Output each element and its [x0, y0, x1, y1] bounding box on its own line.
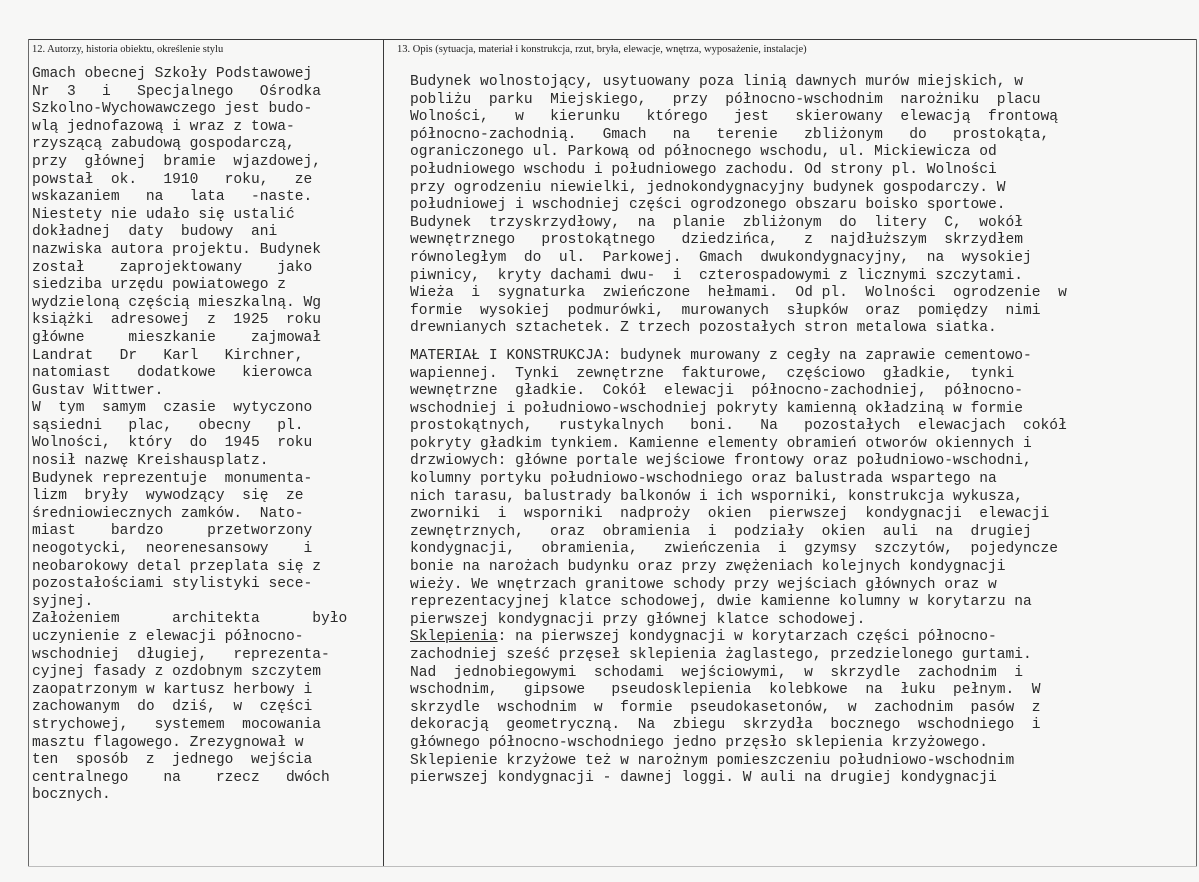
history-text-line: Założeniem architekta było	[32, 611, 348, 628]
description-text-line: południowej i wschodniej części ogrodzonego obszaru boisko sportowe.	[410, 197, 1006, 214]
history-text-line: miast bardzo przetworzony	[32, 523, 313, 540]
description-text-line: wewnętrzne gładkie. Cokół elewacji północno-zachodniej, północno-	[410, 383, 1024, 400]
history-text-line: Landrat Dr Karl Kirchner,	[32, 347, 304, 364]
description-text-line: północno-zachodnią. Gmach na terenie zbliżonym do prostokąta,	[410, 126, 1050, 143]
description-text-line: wapiennej. Tynki zewnętrzne fakturowe, częściowo gładkie, tynki	[410, 365, 1015, 382]
description-text-line: głównego północno-wschodniego jedno przęsło sklepienia krzyżowego.	[410, 734, 989, 751]
history-text-line: neobarokowy detal przeplata się z	[32, 558, 322, 575]
description-text-line: pobliżu parku Miejskiego, przy północno-wschodnim narożniku placu	[410, 91, 1041, 108]
history-text-line: został zaprojektowany jako	[32, 259, 313, 276]
history-text-line: ten sposób z jednego wejścia	[32, 752, 313, 769]
history-text-line: natomiast dodatkowe kierowca	[32, 365, 313, 382]
history-text-line: wlą jednofazową i wraz z towa-	[32, 118, 295, 135]
description-text-line: wewnętrznego prostokątnego dziedzińca, z najdłuższym skrzydłem	[410, 232, 1024, 249]
description-text-line: prostokątnych, rustykalnych boni. Na pozostałych elewacjach cokół	[410, 418, 1067, 435]
history-text-line: uczynienie z elewacji północno-	[32, 629, 304, 645]
description-text-line: zewnętrznych, oraz obramienia i podziały okien auli na drugiej	[410, 523, 1032, 540]
history-text-line: książki adresowej z 1925 roku	[32, 312, 322, 329]
description-text-line: bonie na narożach budynku oraz przy zwężeniach kolejnych kondygnacji	[410, 559, 1006, 576]
history-text-line: lizm bryły wywodzący się ze	[32, 488, 304, 505]
description-text-line: Nad jednobiegowymi schodami wejściowymi, w skrzydle zachodnim i	[410, 664, 1024, 681]
description-text-line: skrzydle wschodnim w formie pseudokasetonów, w zachodnim pasów z	[410, 699, 1041, 716]
description-text-line: piwnicy, kryty dachami dwu- i czterospadowymi z licznymi szczytami.	[410, 267, 1024, 284]
history-text-line: Niestety nie udało się ustalić	[32, 206, 295, 223]
description-text-line: drewnianych sztachetek. Z trzech pozostałych stron metalowa siatka.	[410, 320, 997, 337]
description-text-line: Wolności, w kierunku którego jest skierowany elewacją frontową	[410, 109, 1059, 126]
history-text-column	[32, 66, 347, 805]
description-text-line: pierwszej kondygnacji - dawnej loggi. W auli na drugiej kondygnacji	[410, 770, 997, 787]
history-text-line: pozostałościami stylistyki sece-	[32, 576, 313, 593]
description-text-line: zworniki i wsporniki nadproży okien pierwszej kondygnacji elewacji	[410, 506, 1050, 523]
history-text-line: główne mieszkanie zajmował	[32, 329, 322, 346]
description-text-line: Budynek wolnostojący, usytuowany poza linią dawnych murów miejskich, w	[410, 74, 1024, 90]
description-text-line: pierwszej kondygnacji przy głównej klatce schodowej.	[410, 611, 866, 628]
description-text-line: zachodniej sześć przęseł sklepienia żaglastego, przedzielonego gurtami.	[410, 647, 1032, 663]
bottom-rule	[28, 866, 1197, 867]
description-text-line: wieży. We wnętrzach granitowe schody przy wejściach głównych oraz w	[410, 576, 997, 593]
description-text-line: drzwiowych: główne portale wejściowe frontowy oraz południowo-wschodni,	[410, 453, 1032, 470]
description-text-line: Sklepienia: na pierwszej kondygnacji w korytarzach części północno-	[410, 629, 997, 646]
left-rule	[28, 39, 29, 867]
description-text-line	[410, 338, 1067, 348]
history-text-line: dokładnej daty budowy ani	[32, 224, 278, 241]
description-text-line: nich tarasu, balustrady balkonów i ich wsporniki, konstrukcja wykusza,	[410, 488, 1024, 505]
history-text-line: wschodniej długiej, reprezenta-	[32, 646, 330, 663]
description-text-column	[410, 74, 1067, 788]
history-text-line: nazwiska autora projektu. Budynek	[32, 241, 322, 258]
history-text-line: centralnego na rzecz dwóch	[32, 769, 330, 786]
section-12-header: 12. Autorzy, historia obiektu, określenie stylu	[32, 44, 224, 55]
description-text-line: Sklepienie krzyżowe też w narożnym pomieszczeniu południowo-wschodnim	[410, 752, 1015, 769]
description-text-line: przy ogrodzeniu niewielki, jednokondygnacyjny budynek gospodarczy. W	[410, 179, 1006, 196]
description-text-line: Budynek trzyskrzydłowy, na planie zbliżonym do litery C, wokół	[410, 214, 1024, 231]
description-text-line: Wieża i sygnaturka zwieńczone hełmami. Od pl. Wolności ogrodzenie w	[410, 285, 1067, 302]
history-text-line: nosił nazwę Kreishausplatz.	[32, 453, 269, 470]
history-text-line: W tym samym czasie wytyczono	[32, 400, 313, 417]
top-rule	[28, 39, 1197, 40]
description-text-line: wschodnim, gipsowe pseudosklepienia kolebkowe na łuku pełnym. W	[410, 682, 1041, 699]
right-rule	[1196, 39, 1197, 867]
history-text-line: zachowanym do dziś, w części	[32, 699, 313, 716]
history-text-line: strychowej, systemem mocowania	[32, 716, 322, 733]
description-text-line: reprezentacyjnej klatce schodowej, dwie kamienne kolumny w korytarzu na	[410, 594, 1032, 611]
description-text-line: równoległym do ul. Parkowej. Gmach dwukondygnacyjny, na wysokiej	[410, 249, 1032, 266]
history-text-line: Gmach obecnej Szkoły Podstawowej	[32, 66, 313, 82]
history-text-line: powstał ok. 1910 roku, ze	[32, 171, 313, 188]
history-text-line: średniowiecznych zamków. Nato-	[32, 505, 304, 522]
description-text-line: dekoracją geometryczną. Na zbiegu skrzydła bocznego wschodniego i	[410, 717, 1041, 734]
section-13-header: 13. Opis (sytuacja, materiał i konstrukcja, rzut, bryła, elewacje, wnętrza, wyposażenie, instalacje)	[397, 44, 807, 55]
history-text-line: wydzieloną częścią mieszkalną. Wg	[32, 294, 322, 311]
description-text-line: formie wysokiej podmurówki, murowanych słupków oraz pomiędzy nimi	[410, 302, 1041, 319]
description-text-line: południowego wschodu i południowego zachodu. Od strony pl. Wolności	[410, 161, 997, 178]
history-text-line: Budynek reprezentuje monumenta-	[32, 470, 313, 487]
description-text-line: MATERIAŁ I KONSTRUKCJA: budynek murowany z cegły na zaprawie cementowo-	[410, 347, 1032, 364]
history-text-line: przy głównej bramie wjazdowej,	[32, 153, 322, 170]
history-text-line: zaopatrzonym w kartusz herbowy i	[32, 681, 313, 698]
description-text-line: pokryty gładkim tynkiem. Kamienne elementy obramień otworów okiennych i	[410, 435, 1032, 452]
history-text-line: sąsiedni plac, obecny pl.	[32, 417, 304, 434]
history-text-line: masztu flagowego. Zrezygnował w	[32, 734, 304, 751]
history-text-line: rzyszącą zabudową gospodarczą,	[32, 136, 295, 153]
history-text-line: Wolności, który do 1945 roku	[32, 435, 313, 452]
column-divider	[383, 39, 384, 867]
history-text-line: Szkolno-Wychowawczego jest budo-	[32, 101, 313, 118]
history-text-line: wskazaniem na lata -naste.	[32, 189, 313, 206]
description-text-line: wschodniej i południowo-wschodniej pokryty kamienną okładziną w formie	[410, 400, 1024, 417]
history-text-line: Nr 3 i Specjalnego Ośrodka	[32, 83, 322, 100]
history-text-line: neogotycki, neorenesansowy i	[32, 541, 313, 558]
history-text-line: Gustav Wittwer.	[32, 382, 164, 399]
description-text-line: kondygnacji, obramienia, zwieńczenia i gzymsy szczytów, pojedyncze	[410, 541, 1059, 558]
history-text-line: cyjnej fasady z ozdobnym szczytem	[32, 664, 322, 681]
history-text-line: syjnej.	[32, 593, 94, 610]
history-text-line: bocznych.	[32, 787, 111, 804]
description-text-line: kolumny portyku południowo-wschodniego oraz balustrada wspartego na	[410, 471, 997, 488]
description-text-line: ograniczonego ul. Parkową od północnego wschodu, ul. Mickiewicza od	[410, 144, 997, 161]
history-text-line: siedziba urzędu powiatowego z	[32, 277, 286, 294]
